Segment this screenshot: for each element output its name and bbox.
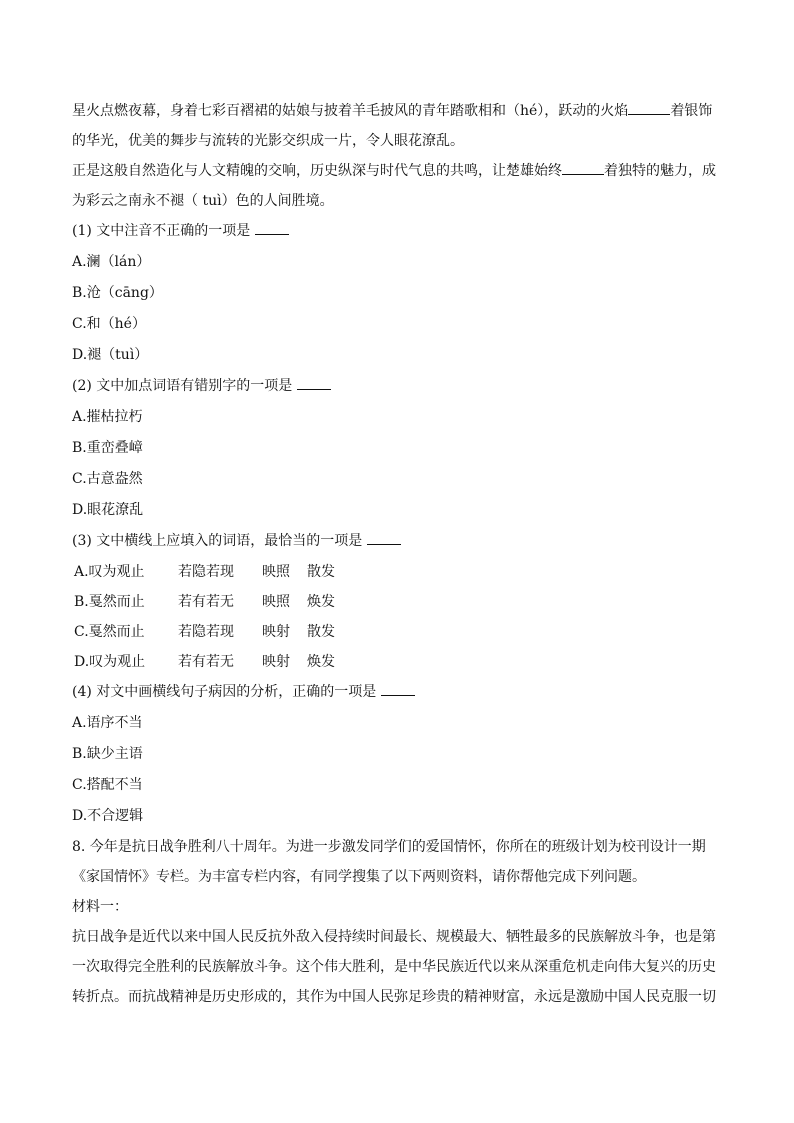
option-cell: C.戛然而止 <box>74 624 145 640</box>
question-1-option: A.澜（lán） <box>72 254 151 270</box>
question-2-stem: (2) 文中加点词语有错别字的一项是 <box>72 371 724 402</box>
question-4-option: C.搭配不当 <box>72 777 143 793</box>
document-page <box>72 96 724 1012</box>
question-8-text: 8. 今年是抗日战争胜利八十周年。为进一步激发同学们的爱国情怀，你所在的班级计划为校刊设计一期《家国情怀》专栏。为丰富专栏内容，有同学搜集了以下两则资料，请你帮他完成下列问题。 <box>72 839 706 885</box>
question-4-option: B.缺少主语 <box>72 746 143 762</box>
question-3-option-row <box>72 557 724 587</box>
question-1-stem: (1) 文中注音不正确的一项是 <box>72 216 724 247</box>
answer-blank <box>297 375 331 390</box>
option-cell: 映射 <box>262 654 290 670</box>
intro-text: 正是这般自然造化与人文精魄的交响，历史纵深与时代气息的共鸣，让楚雄始终 <box>72 163 562 179</box>
option-cell: A.叹为观止 <box>74 564 145 580</box>
intro-text: 着银饰的华光，优美的舞步与流转的光影交织成一片，令人眼花潦乱。 <box>72 103 713 149</box>
answer-blank <box>628 100 670 115</box>
material-text: 抗日战争是近代以来中国人民反抗外敌入侵持续时间最长、规模最大、牺牲最多的民族解放斗争，也是第一次取得完全胜利的民族解放斗争。这个伟大胜利，是中华民族近代以来从深重危机走向伟大复兴的历史转折点。而抗战精神是历史形成的，其作为中国人民弥足珍贵的精神财富，永远是激励中国人民克服一切 <box>72 929 716 1005</box>
option-cell: D.叹为观止 <box>74 654 146 670</box>
answer-blank <box>381 681 415 696</box>
question-2-option: C.古意盎然 <box>72 471 143 487</box>
question-4-option: D.不合逻辑 <box>72 808 144 824</box>
question-3-stem: (3) 文中横线上应填入的词语，最恰当的一项是 <box>72 526 724 557</box>
option-cell: 若有若无 <box>178 594 234 610</box>
option-cell: 散发 <box>307 624 335 640</box>
option-cell: 若隐若现 <box>178 624 234 640</box>
question-3-option-row <box>72 617 724 647</box>
option-cell: 映照 <box>262 564 290 580</box>
answer-blank <box>367 530 401 545</box>
answer-blank <box>255 220 289 235</box>
intro-text: 星火点燃夜幕，身着七彩百褶裙的姑娘与披着羊毛披风的青年踏歌相和（hé），跃动的火焰 <box>72 103 629 119</box>
answer-blank <box>562 160 604 175</box>
question-3-option-row <box>72 647 724 677</box>
option-cell: 映射 <box>262 624 290 640</box>
option-cell: 若有若无 <box>178 654 234 670</box>
question-3-option-row <box>72 587 724 617</box>
material-label: 材料一： <box>72 899 128 915</box>
intro-paragraph-1 <box>72 96 724 156</box>
question-4-option: A.语序不当 <box>72 715 143 731</box>
option-cell: 散发 <box>307 564 335 580</box>
question-2-option: D.眼花潦乱 <box>72 502 144 518</box>
intro-paragraph-2 <box>72 156 724 216</box>
intro-text: 着独特的魅力，成为彩云之南永不褪（ tuì）色的人间胜境。 <box>72 163 716 209</box>
option-cell: 若隐若现 <box>178 564 234 580</box>
question-1-option: C.和（hé） <box>72 316 146 332</box>
option-cell: 焕发 <box>307 654 335 670</box>
question-2-option: B.重峦叠嶂 <box>72 440 143 456</box>
question-1-option: D.褪（tuì） <box>72 347 149 363</box>
question-4-stem: (4) 对文中画横线句子病因的分析，正确的一项是 <box>72 677 724 708</box>
option-cell: 映照 <box>262 594 290 610</box>
option-cell: 焕发 <box>307 594 335 610</box>
question-2-option: A.摧枯拉朽 <box>72 409 143 425</box>
option-cell: B.戛然而止 <box>74 594 145 610</box>
question-1-option: B.沧（cāng） <box>72 285 163 301</box>
